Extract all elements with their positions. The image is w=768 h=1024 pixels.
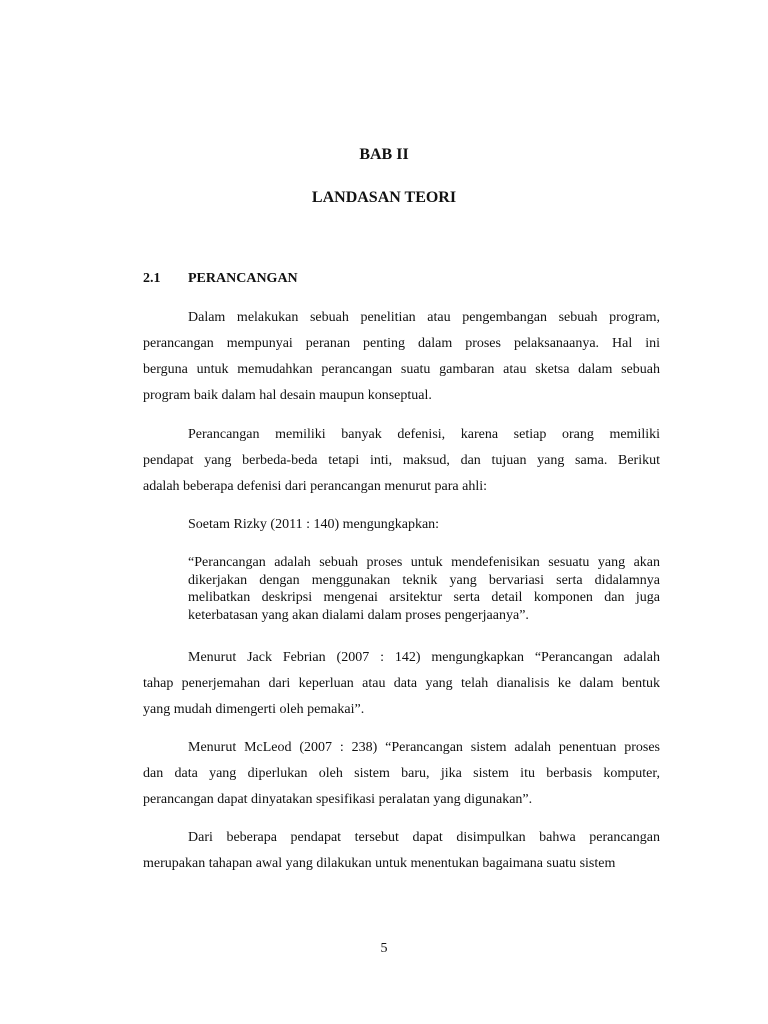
paragraph-line: tahap penerjemahan dari keperluan atau data yang telah dianalisis ke dalam bentuk: [143, 676, 660, 691]
chapter-title: LANDASAN TEORI: [311, 189, 457, 206]
paragraph-line: Dari beberapa pendapat tersebut dapat disimpulkan bahwa perancangan: [188, 830, 660, 845]
block-quote: [188, 554, 660, 624]
paragraph-line: berguna untuk memudahkan perancangan suatu gambaran atau sketsa dalam sebuah: [143, 362, 660, 377]
paragraph-line: Dalam melakukan sebuah penelitian atau pengembangan sebuah program,: [188, 310, 660, 325]
paragraph-definitions: [143, 422, 660, 500]
section-title: PERANCANGAN: [188, 271, 298, 286]
paragraph-line: program baik dalam hal desain maupun konseptual.: [143, 388, 432, 403]
page-number: 5: [380, 941, 388, 956]
paragraph-line: Menurut Jack Febrian (2007 : 142) mengungkapkan “Perancangan adalah: [188, 650, 660, 665]
paragraph-intro: [143, 305, 660, 409]
paragraph-line: Soetam Rizky (2011 : 140) mengungkapkan:: [188, 517, 440, 532]
quote-line: “Perancangan adalah sebuah proses untuk mendefenisikan sesuatu yang akan: [188, 555, 660, 570]
quote-line: dikerjakan dengan menggunakan teknik yang bervariasi serta didalamnya: [188, 572, 660, 588]
section-heading: [143, 271, 298, 287]
paragraph-line: adalah beberapa defenisi dari perancangan menurut para ahli:: [143, 479, 487, 494]
paragraph-line: dan data yang diperlukan oleh sistem baru, jika sistem itu berbasis komputer,: [143, 766, 660, 781]
paragraph-line: perancangan mempunyai peranan penting dalam proses pelaksanaanya. Hal ini: [143, 336, 660, 351]
section-number: 2.1: [143, 271, 161, 286]
paragraph-jack-febrian: [143, 645, 660, 723]
paragraph-citation-intro: [143, 512, 660, 538]
paragraph-line: Menurut McLeod (2007 : 238) “Perancangan sistem adalah penentuan proses: [188, 740, 660, 755]
paragraph-mcleod: [143, 735, 660, 813]
chapter-heading: BAB II: [359, 146, 409, 163]
paragraph-line: yang mudah dimengerti oleh pemakai”.: [143, 702, 365, 717]
quote-line: melibatkan deskripsi mengenai arsitektur serta detail komponen dan juga: [188, 590, 660, 605]
paragraph-line: merupakan tahapan awal yang dilakukan untuk menentukan bagaimana suatu sistem: [143, 856, 616, 871]
paragraph-line: Perancangan memiliki banyak defenisi, karena setiap orang memiliki: [188, 427, 660, 442]
paragraph-conclusion: [143, 825, 660, 877]
paragraph-line: perancangan dapat dinyatakan spesifikasi peralatan yang digunakan”.: [143, 792, 533, 807]
paragraph-line: pendapat yang berbeda-beda tetapi inti, maksud, dan tujuan yang sama. Berikut: [143, 453, 660, 468]
quote-line: keterbatasan yang akan dialami dalam proses pengerjaanya”.: [188, 607, 529, 623]
